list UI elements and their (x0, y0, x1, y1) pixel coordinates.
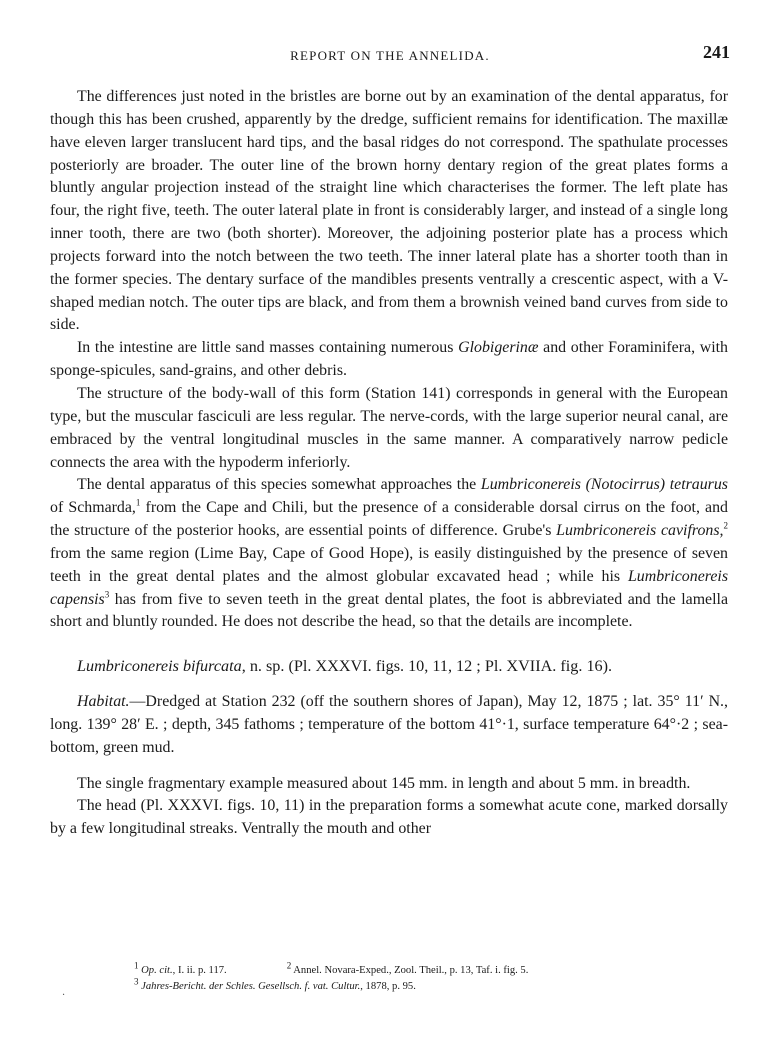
taxon-name: Lumbriconereis (Notocirrus) tetraurus (480, 476, 728, 494)
footnote-number: 1 (134, 960, 139, 971)
section-gap (50, 678, 728, 691)
species-heading (50, 655, 728, 678)
text-run: from the same region (Lime Bay, Cape of Good Hope), is easily distinguished by the presence of seven teeth in the great dental plates and the almost globular excavated head ; while his (50, 544, 728, 585)
footnote-ref: 2 (723, 520, 728, 531)
text-run: In the intestine are little sand masses containing numerous (77, 339, 459, 357)
species-name: Lumbriconereis bifurcata (77, 657, 242, 676)
section-gap (50, 634, 728, 655)
habitat-text: —Dredged at Station 232 (off the southern shores of Japan), May 12, 1875 ; lat. 35° 11′ N., long. 139° 28′ E. ; depth, 345 fathoms ; temperature of the bottom 41°·1, surface temperature 64°·2 ; sea-bottom, green mud. (50, 693, 728, 756)
footnote-row (50, 960, 728, 979)
species-plates: , n. sp. (Pl. XXXVI. figs. 10, 11, 12 ; Pl. XVIIA. fig. 16). (241, 657, 613, 676)
paragraph-body-wall: The structure of the body-wall of this form (Station 141) corresponds in general with the European type, but the muscular fasciculi are less regular. The nerve-cords, with the large superior neural canal, are embraced by the ventral longitudinal muscles in the same manner. A comparatively narrow pedicle connects the area with the hypoderm inferiorly. (50, 384, 728, 471)
taxon-name: Lumbriconereis capensis (50, 567, 728, 608)
text-run: The dental apparatus of this species somewhat approaches the (77, 476, 481, 494)
footnote-number: 2 (286, 960, 292, 971)
footnote-3 (134, 976, 416, 995)
text-run: from the Cape and Chili, but the presence of a considerable dorsal cirrus on the foot, and the structure of the posterior hooks, are essential points of difference. Grube's (50, 499, 728, 540)
page-header (50, 42, 730, 66)
body-text (50, 86, 728, 841)
footnote-italic: Jahres-Bericht. der Schles. Gesellsch. f. vat. Cultur. (141, 981, 361, 992)
habitat-label: Habitat. (77, 693, 130, 711)
print-speck: · (62, 990, 66, 1001)
footnotes (50, 960, 728, 995)
paragraph-dental-apparatus: The differences just noted in the bristles are borne out by an examination of the dental apparatus, for though this has been crushed, apparently by the dredge, sufficient remains for identification. The maxillæ have eleven larger translucent hard tips, and the basal ridges do not correspond. The spathulate processes posteriorly are broader. The outer line of the brown horny dentary region of the great plates forms a bluntly angular projection instead of the straight line which characterises the former. The left plate has four, the right five, teeth. The outer lateral plate in front is considerably larger, and instead of a single long inner tooth, there are two (both shorter). Moreover, the adjoining posterior plate has a process which projects forward into the notch between the two teeth. The inner lateral plate has a shorter tooth than in the former species. The dentary surface of the mandibles presents ventrally a crescentic aspect, with a V-shaped median notch. The outer tips are black, and from them a brownish veined band curves from side to side. (50, 88, 728, 334)
text-run: has from five to seven teeth in the great dental plates, the foot is abbreviated and the lamella short and bluntly rounded. He does not describe the head, so that the details are incomplete. (50, 590, 728, 631)
paragraph-head: The head (Pl. XXXVI. figs. 10, 11) in the preparation forms a somewhat acute cone, marked dorsally by a few longitudinal streaks. Ventrally the mouth and other (50, 797, 728, 838)
paragraph-measurement: The single fragmentary example measured about 145 mm. in length and about 5 mm. in breadth. (77, 774, 691, 792)
footnote-text: Annel. Novara-Exped., Zool. Theil., p. 13, Taf. i. fig. 5. (293, 965, 529, 976)
text-run: and other Foraminifera, with sponge-spicules, sand-grains, and other debris. (50, 339, 728, 380)
footnote-italic: Op. cit. (141, 965, 173, 976)
paragraph-habitat (50, 691, 728, 760)
section-gap (50, 760, 728, 773)
running-head: REPORT ON THE ANNELIDA. (290, 48, 490, 63)
footnote-ref: 1 (135, 497, 141, 508)
paragraph-intestine (50, 337, 728, 383)
paragraph-comparison (50, 474, 728, 634)
footnote-ref: 3 (104, 589, 110, 600)
footnote-text: , 1878, p. 95. (360, 981, 416, 992)
page-number: 241 (703, 42, 730, 62)
taxon-name: Globigerinæ (458, 339, 539, 357)
footnote-2 (286, 960, 529, 979)
taxon-name: Lumbriconereis cavifrons, (556, 522, 724, 540)
footnote-number: 3 (134, 976, 139, 987)
footnote-row (50, 976, 728, 995)
footnote-text: , I. ii. p. 117. (172, 965, 227, 976)
text-run: of Schmarda, (50, 499, 136, 517)
footnote-1 (134, 960, 227, 979)
